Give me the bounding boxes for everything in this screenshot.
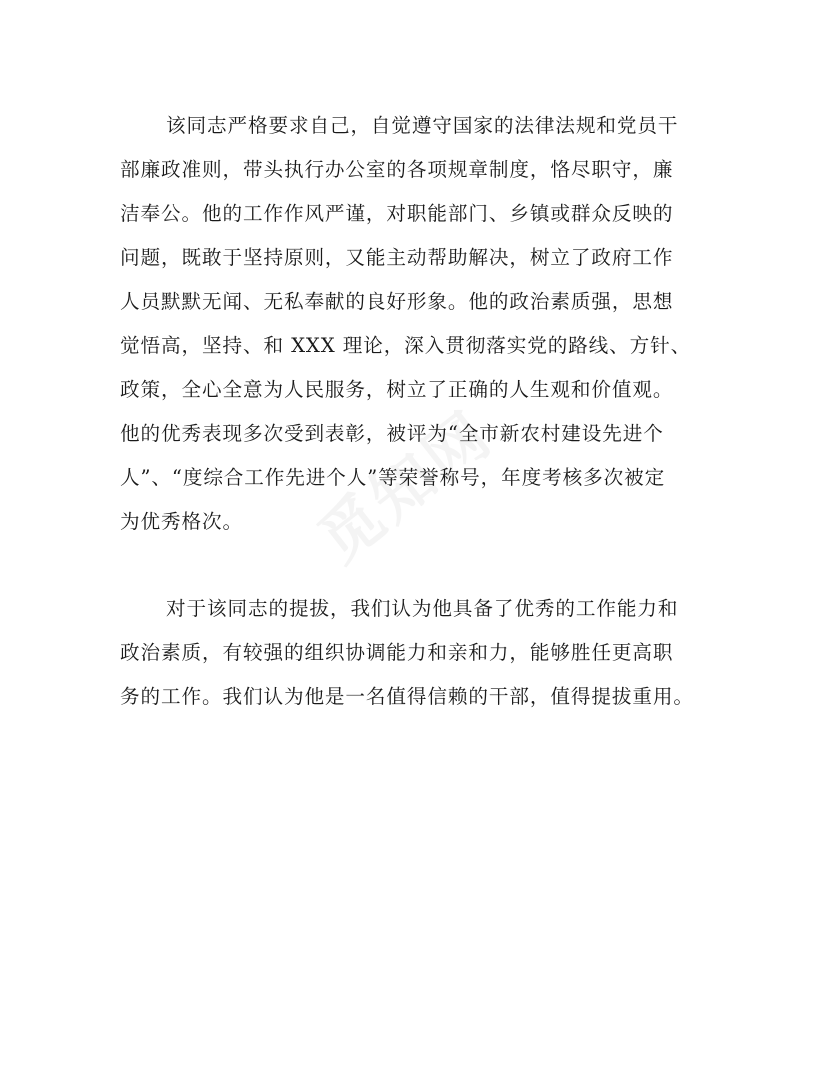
paragraph-2-line-1: 对于该同志的提拔，我们认为他具备了优秀的工作能力和 xyxy=(166,597,679,620)
paragraph-1-line-1: 该同志严格要求自己，自觉遵守国家的法律法规和党员干 xyxy=(166,114,679,137)
paragraph-1-line-6: 觉悟高，坚持、和 XXX 理论，深入贯彻落实党的路线、方针、 xyxy=(120,334,692,357)
paragraph-1-line-7: 政策，全心全意为人民服务，树立了正确的人生观和价值观。 xyxy=(120,378,674,401)
paragraph-2-line-2: 政治素质，有较强的组织协调能力和亲和力，能够胜任更高职 xyxy=(120,641,674,664)
paragraph-1-line-8: 他的优秀表现多次受到表彰，被评为“全市新农村建设先进个 xyxy=(120,422,664,445)
paragraph-1-line-9: 人”、“度综合工作先进个人”等荣誉称号，年度考核多次被定 xyxy=(120,466,666,489)
paragraph-1-line-4: 问题，既敢于坚持原则，又能主动帮助解决，树立了政府工作 xyxy=(120,246,674,269)
paragraph-1-line-2: 部廉政准则，带头执行办公室的各项规章制度，恪尽职守，廉 xyxy=(120,158,674,181)
paragraph-1-line-10: 为优秀格次。 xyxy=(120,510,243,533)
paragraph-1-line-5: 人员默默无闻、无私奉献的良好形象。他的政治素质强，思想 xyxy=(120,290,674,313)
paragraph-2-line-3: 务的工作。我们认为他是一名值得信赖的干部，值得提拔重用。 xyxy=(120,685,694,708)
paragraph-1-line-3: 洁奉公。他的工作作风严谨，对职能部门、乡镇或群众反映的 xyxy=(120,202,674,225)
